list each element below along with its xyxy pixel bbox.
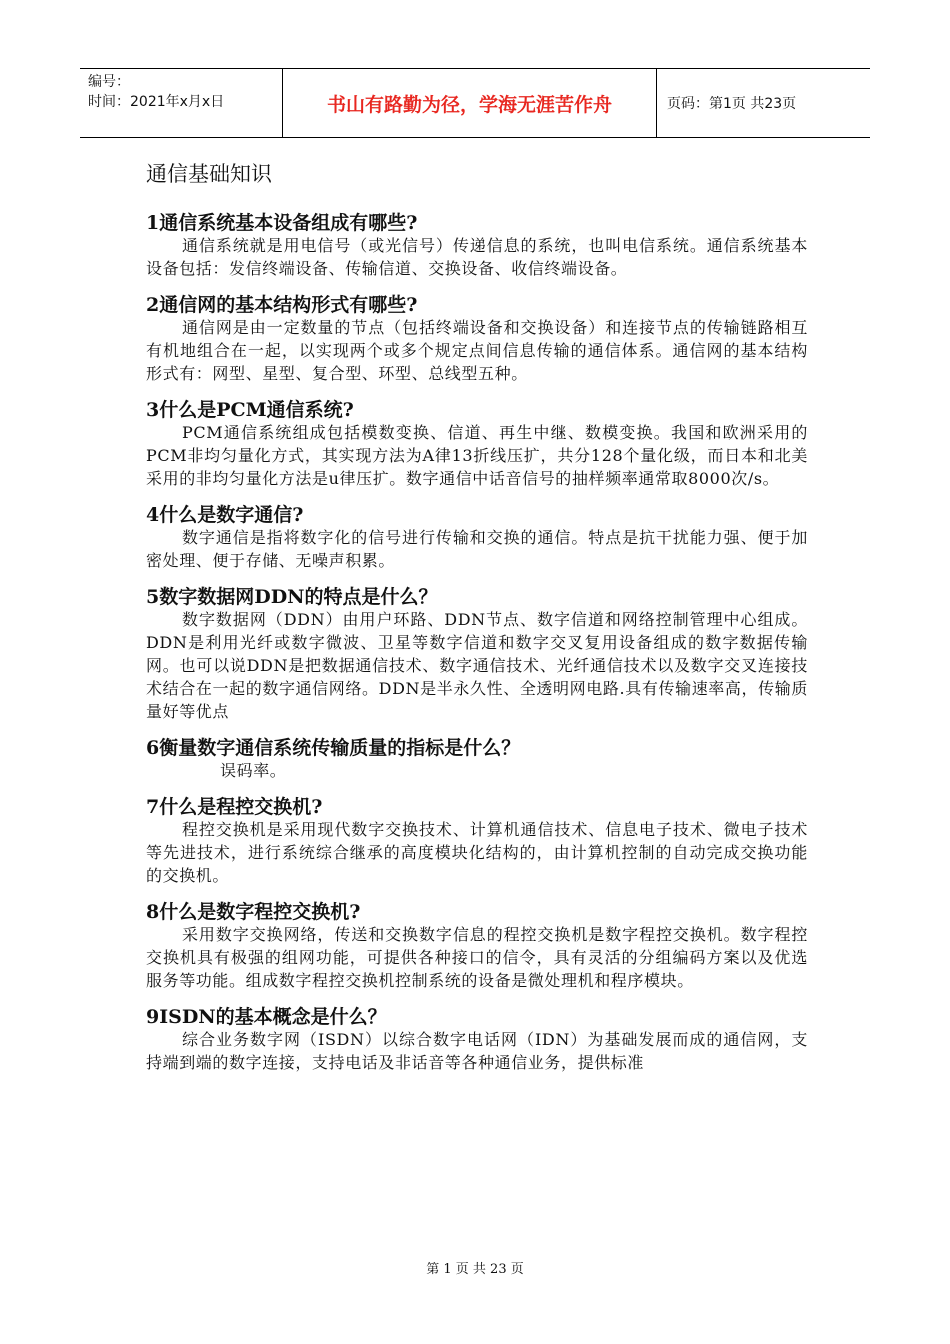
- page-footer: 第 1 页 共 23 页: [426, 1262, 524, 1277]
- question-heading: 1通信系统基本设备组成有哪些?: [146, 212, 418, 234]
- question-heading: 5数字数据网DDN的特点是什么？: [146, 586, 438, 608]
- section-8: [146, 901, 808, 992]
- question-heading: 2通信网的基本结构形式有哪些?: [146, 294, 418, 316]
- question-heading: 6衡量数字通信系统传输质量的指标是什么？: [146, 737, 521, 759]
- section-7: [146, 796, 808, 887]
- answer-paragraph: 采用数字交换网络，传送和交换数字信息的程控交换机是数字程控交换机。数字程控交换机具有极强的组网功能，可提供各种接口的信令，具有灵活的分组编码方案以及优选服务等功能。组成数字程控交换机控制系统的设备是微处理机和程序模块。: [146, 925, 808, 990]
- section-9: [146, 1006, 808, 1074]
- page-title: 通信基础知识: [146, 162, 272, 186]
- header-meta: [80, 69, 283, 137]
- answer-paragraph: 数字数据网（DDN）由用户环路、DDN节点、数字信道和网络控制管理中心组成。DDN是利用光纤或数字微波、卫星等数字信道和数字交叉复用设备组成的数字数据传输网。也可以说DDN是把数据通信技术、数字通信技术、光纤通信技术以及数字交叉连接技术结合在一起的数字通信网络。DDN是半永久性、全透明网电路.具有传输速率高，传输质量好等优点: [146, 610, 808, 721]
- answer-paragraph: 综合业务数字网（ISDN）以综合数字电话网（IDN）为基础发展而成的通信网，支持端到端的数字连接，支持电话及非话音等各种通信业务，提供标准: [146, 1030, 808, 1072]
- question-heading: 9ISDN的基本概念是什么？: [146, 1006, 387, 1028]
- header-motto: 书山有路勤为径，学海无涯苦作舟: [283, 69, 657, 137]
- question-heading: 3什么是PCM通信系统?: [146, 399, 354, 421]
- document-body: [146, 150, 808, 1088]
- header-page-info: 页码：第1页 共23页: [667, 96, 797, 112]
- answer-paragraph: 通信网是由一定数量的节点（包括终端设备和交换设备）和连接节点的传输链路相互有机地组合在一起，以实现两个或多个规定点间信息传输的通信体系。通信网的基本结构形式有：网型、星型、复合型、环型、总线型五种。: [146, 318, 808, 383]
- section-1: [146, 212, 808, 280]
- answer-paragraph: 误码率。: [220, 761, 287, 780]
- answer-paragraph: 通信系统就是用电信号（或光信号）传递信息的系统，也叫电信系统。通信系统基本设备包括：发信终端设备、传输信道、交换设备、收信终端设备。: [146, 236, 808, 278]
- section-4: [146, 504, 808, 572]
- answer-paragraph: 数字通信是指将数字化的信号进行传输和交换的通信。特点是抗干扰能力强、便于加密处理、便于存储、无噪声积累。: [146, 528, 808, 570]
- question-heading: 8什么是数字程控交换机?: [146, 901, 361, 923]
- page-header: [80, 68, 870, 138]
- section-2: [146, 294, 808, 385]
- header-time: 时间：2021年x月x日: [88, 94, 225, 110]
- question-heading: 4什么是数字通信?: [146, 504, 304, 526]
- answer-paragraph: 程控交换机是采用现代数字交换技术、计算机通信技术、信息电子技术、微电子技术等先进技术，进行系统综合继承的高度模块化结构的，由计算机控制的自动完成交换功能的交换机。: [146, 820, 808, 885]
- section-6: [146, 737, 808, 782]
- section-5: [146, 586, 808, 723]
- answer-paragraph: PCM通信系统组成包括模数变换、信道、再生中继、数模变换。我国和欧洲采用的PCM非均匀量化方式，其实现方法为A律13折线压扩，共分128个量化级，而日本和北美采用的非均匀量化方法是u律压扩。数字通信中话音信号的抽样频率通常取8000次/s。: [146, 423, 808, 488]
- header-number: 编号：: [88, 74, 130, 90]
- section-3: [146, 399, 808, 490]
- question-heading: 7什么是程控交换机?: [146, 796, 323, 818]
